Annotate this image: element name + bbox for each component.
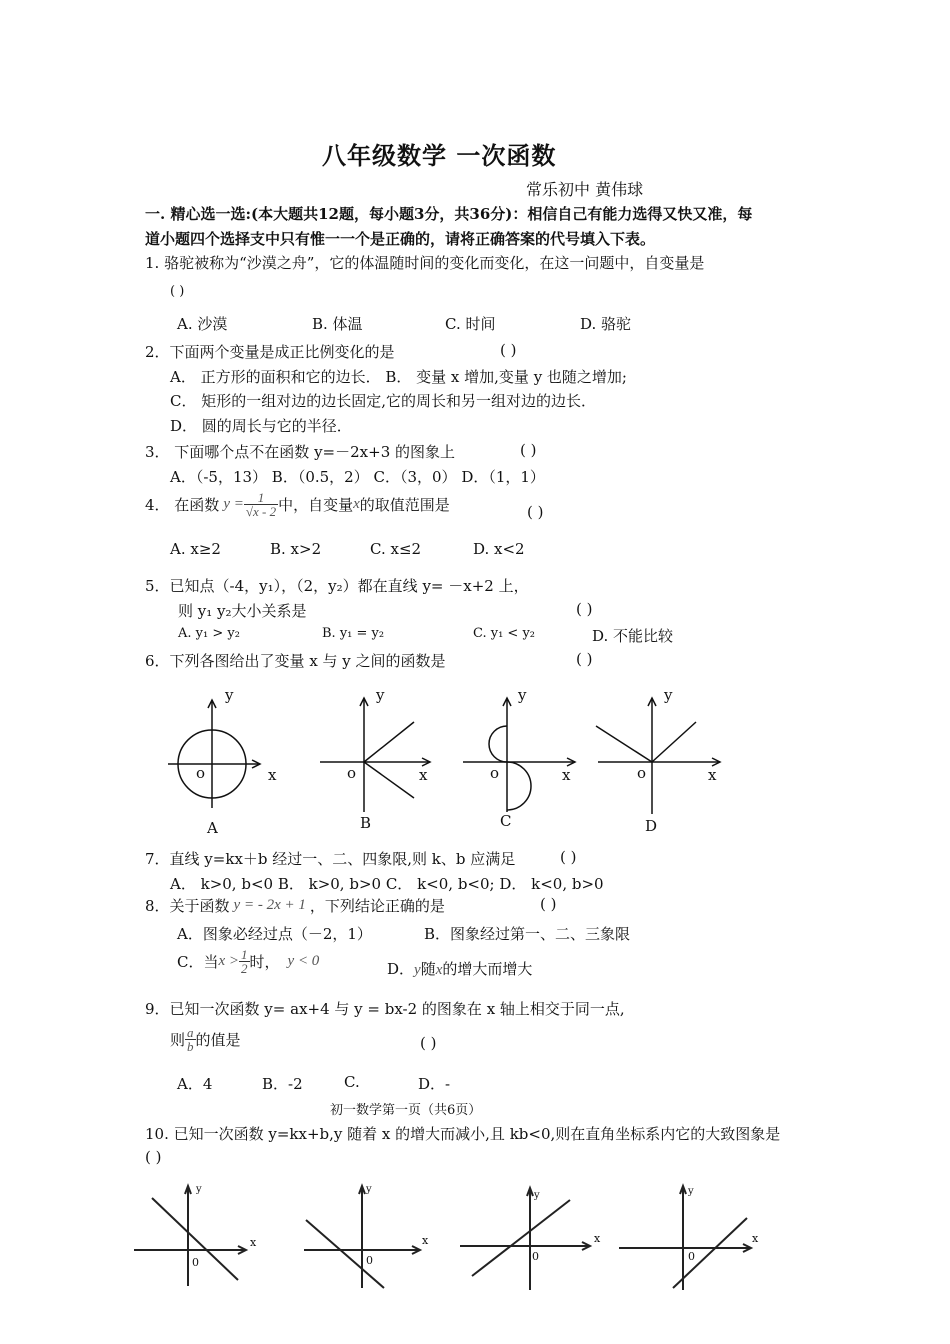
- q8-stem-post: ，下列结论正确的是: [309, 897, 445, 915]
- q6-c-y-label: y: [518, 686, 527, 704]
- q4-stem-post: 中，自变量: [278, 496, 354, 514]
- q10-g3-origin: 0: [532, 1250, 539, 1263]
- q2-option-c: C． 矩形的一组对边的边长固定,它的周长和另一组对边的边长．: [170, 392, 597, 410]
- q4-option-b: B. x>2: [270, 540, 322, 558]
- q5-stem: 5．已知点（-4，y₁），（2，y₂）都在直线 y= －x+2 上，: [145, 577, 529, 595]
- q6-c-x-label: x: [562, 766, 571, 784]
- q9-fraction-denominator: b: [187, 1039, 194, 1054]
- q2-stem: 2．下面两个变量是成正比例变化的是: [145, 343, 395, 361]
- q4-stem-end: 的取值范围是: [359, 496, 450, 514]
- q10-g2-origin: 0: [366, 1254, 373, 1267]
- q10-g2-x-label: x: [422, 1234, 429, 1247]
- q4-formula-fraction: [244, 491, 278, 518]
- q10-g1-x-label: x: [250, 1236, 257, 1249]
- q3-bracket: ( ): [520, 441, 537, 459]
- q10-g1-y-label: y: [196, 1184, 202, 1195]
- q1-option-c: C. 时间: [445, 315, 496, 333]
- q6-stem: 6．下列各图给出了变量 x 与 y 之间的函数是: [145, 652, 446, 670]
- q7-bracket: ( ): [560, 848, 577, 866]
- q6-d-y-label: y: [664, 686, 673, 704]
- q6-graph-b: [312, 680, 442, 840]
- q8-option-a: A．图象必经过点（－2，1）: [177, 925, 372, 943]
- q10-graph-1: [130, 1182, 260, 1292]
- q2-option-d: D． 圆的周长与它的半径．: [170, 417, 352, 435]
- q9-stem-2-post: 的值是: [195, 1031, 241, 1049]
- left-ray: [596, 726, 652, 762]
- line-graph: [472, 1200, 570, 1276]
- q8-option-d-var2: x: [435, 962, 443, 978]
- q6-a-y-label: y: [225, 686, 234, 704]
- q2-options-ab: A． 正方形的面积和它的边长． B． 变量 x 增加,变量 y 也随之增加;: [170, 368, 627, 386]
- q10-g4-y-label: y: [688, 1186, 694, 1197]
- q8-option-c-cond: y < 0: [287, 953, 320, 969]
- q8-option-d: [387, 958, 532, 979]
- q10-graph-3: [458, 1186, 601, 1296]
- q6-b-origin: o: [347, 764, 357, 782]
- q9-option-a: A．4: [177, 1075, 213, 1093]
- q4-stem: [145, 491, 450, 518]
- q2-bracket: ( ): [500, 341, 517, 359]
- q10-g3-y-label: y: [534, 1190, 540, 1201]
- q10-g3-x-label: x: [594, 1232, 601, 1245]
- q8-option-c-mid: 时，: [249, 953, 280, 971]
- q6-graph-d: [592, 680, 727, 840]
- q4-stem-var: x: [353, 496, 360, 512]
- page-title: 八年级数学 一次函数: [322, 141, 557, 170]
- section-instruction-2: 道小题四个选择支中只有惟一一个是正确的，请将正确答案的代号填入下表。: [145, 230, 656, 248]
- q8-option-c-pre: C．当: [177, 953, 219, 971]
- q4-stem-pre: 4． 在函数: [145, 496, 220, 514]
- q10-stem: 10. 已知一次函数 y=kx+b,y 随着 x 的增大而减小,且 kb<0,则在直角坐标系内它的大致图象是: [145, 1125, 781, 1143]
- q1-bracket: ( ): [170, 284, 185, 299]
- q5-option-c: C. y₁ < y₂: [473, 626, 536, 641]
- q8-option-b: B．图象经过第一、二、三象限: [424, 925, 631, 943]
- q9-fraction-numerator: a: [187, 1025, 194, 1040]
- right-ray: [652, 722, 696, 762]
- q4-option-a: A. x≥2: [170, 540, 221, 558]
- q6-c-origin: o: [490, 764, 500, 782]
- q9-option-c: C.: [344, 1073, 360, 1091]
- q10-g4-x-label: x: [752, 1232, 759, 1245]
- q5-option-d: D. 不能比较: [592, 627, 674, 645]
- line-graph: [673, 1218, 747, 1288]
- q8-stem: [145, 895, 445, 916]
- q6-d-x-label: x: [708, 766, 717, 784]
- q8-bracket: ( ): [540, 895, 557, 913]
- q8-option-c-fraction: [239, 948, 250, 975]
- q6-graph-a: [160, 680, 290, 840]
- q9-stem: 9．已知一次函数 y= ax+4 与 y = bx-2 的图象在 x 轴上相交于同一点,: [145, 1000, 625, 1018]
- q8-option-c: [177, 948, 319, 975]
- q10-g1-origin: 0: [192, 1256, 199, 1269]
- q9-fraction: [185, 1026, 196, 1053]
- q10-g4-origin: 0: [688, 1250, 695, 1263]
- q8-option-c-var: x >: [218, 953, 240, 969]
- q6-a-x-label: x: [268, 766, 277, 784]
- q4-formula-lhs: y =: [223, 496, 244, 512]
- page-footer: 初一数学第一页（共6页）: [330, 1103, 482, 1118]
- q6-bracket: ( ): [576, 650, 593, 668]
- q5-option-b: B. y₁ = y₂: [322, 626, 385, 641]
- q4-option-d: D. x<2: [473, 540, 525, 558]
- q6-b-x-label: x: [419, 766, 428, 784]
- lower-semicircle: [507, 762, 531, 810]
- q6-c-label: C: [500, 812, 512, 830]
- q6-graph-c: [455, 680, 585, 840]
- q8-stem-pre: 8．关于函数: [145, 897, 230, 915]
- q7-options: A． k>0, b<0 B． k>0, b>0 C． k<0, b<0; D． k<0, b>0: [170, 875, 604, 893]
- q7-stem: 7．直线 y=kx＋b 经过一、二、四象限,则 k、b 应满足: [145, 850, 516, 868]
- q5-option-a: A. y₁ > y₂: [178, 626, 240, 641]
- q3-options: A．（-5，13） B．（0.5，2） C．（3，0） D．（1，1）: [170, 468, 545, 486]
- q6-a-label: A: [207, 819, 218, 837]
- q9-stem-2: [170, 1026, 241, 1053]
- q5-bracket: ( ): [576, 600, 593, 618]
- q6-a-origin: o: [196, 764, 206, 782]
- q1-option-b: B. 体温: [312, 315, 363, 333]
- q6-b-y-label: y: [376, 686, 385, 704]
- q8-option-d-end: 的增大而增大: [442, 960, 533, 978]
- q6-d-label: D: [645, 817, 658, 835]
- upper-ray: [364, 722, 414, 762]
- q4-formula-numerator: 1: [257, 490, 265, 505]
- q9-option-b: B．-2: [262, 1075, 303, 1093]
- q1-option-a: A. 沙漠: [177, 315, 228, 333]
- section-instruction-1: 一. 精心选一选:(本大题共12题，每小题3分，共36分)：相信自己有能力选得又快又准，每: [145, 205, 753, 223]
- q1-option-d: D. 骆驼: [580, 315, 632, 333]
- q4-formula-denominator: √x - 2: [245, 504, 277, 519]
- lower-ray: [364, 762, 414, 798]
- q3-stem: 3． 下面哪个点不在函数 y=－2x+3 的图象上: [145, 443, 456, 461]
- q6-d-origin: o: [637, 764, 647, 782]
- q6-b-label: B: [360, 814, 372, 832]
- q10-graph-2: [300, 1184, 430, 1294]
- q8-formula: y = - 2x + 1: [233, 897, 306, 913]
- q1-stem: 1. 骆驼被称为“沙漠之舟”，它的体温随时间的变化而变化，在这一问题中，自变量是: [145, 254, 705, 272]
- q4-option-c: C. x≤2: [370, 540, 422, 558]
- author-line: 常乐初中 黄伟球: [526, 180, 644, 199]
- q5-stem-2: 则 y₁ y₂大小关系是: [178, 602, 307, 620]
- q8-option-d-mid: 随: [420, 960, 436, 978]
- q10-g2-y-label: y: [366, 1184, 372, 1195]
- q10-graph-4: [615, 1184, 760, 1294]
- q8-option-d-var: y: [414, 962, 421, 978]
- upper-semicircle: [489, 726, 507, 762]
- q9-bracket: ( ): [420, 1034, 437, 1052]
- q10-bracket: ( ): [145, 1148, 162, 1166]
- q9-stem-2-pre: 则: [170, 1031, 186, 1049]
- q8-option-c-numerator: 1: [241, 947, 248, 962]
- q8-option-d-pre: D．: [387, 960, 415, 978]
- q9-option-d: D．-: [418, 1075, 451, 1093]
- q4-bracket: ( ): [527, 503, 544, 521]
- q8-option-c-denominator: 2: [241, 961, 248, 976]
